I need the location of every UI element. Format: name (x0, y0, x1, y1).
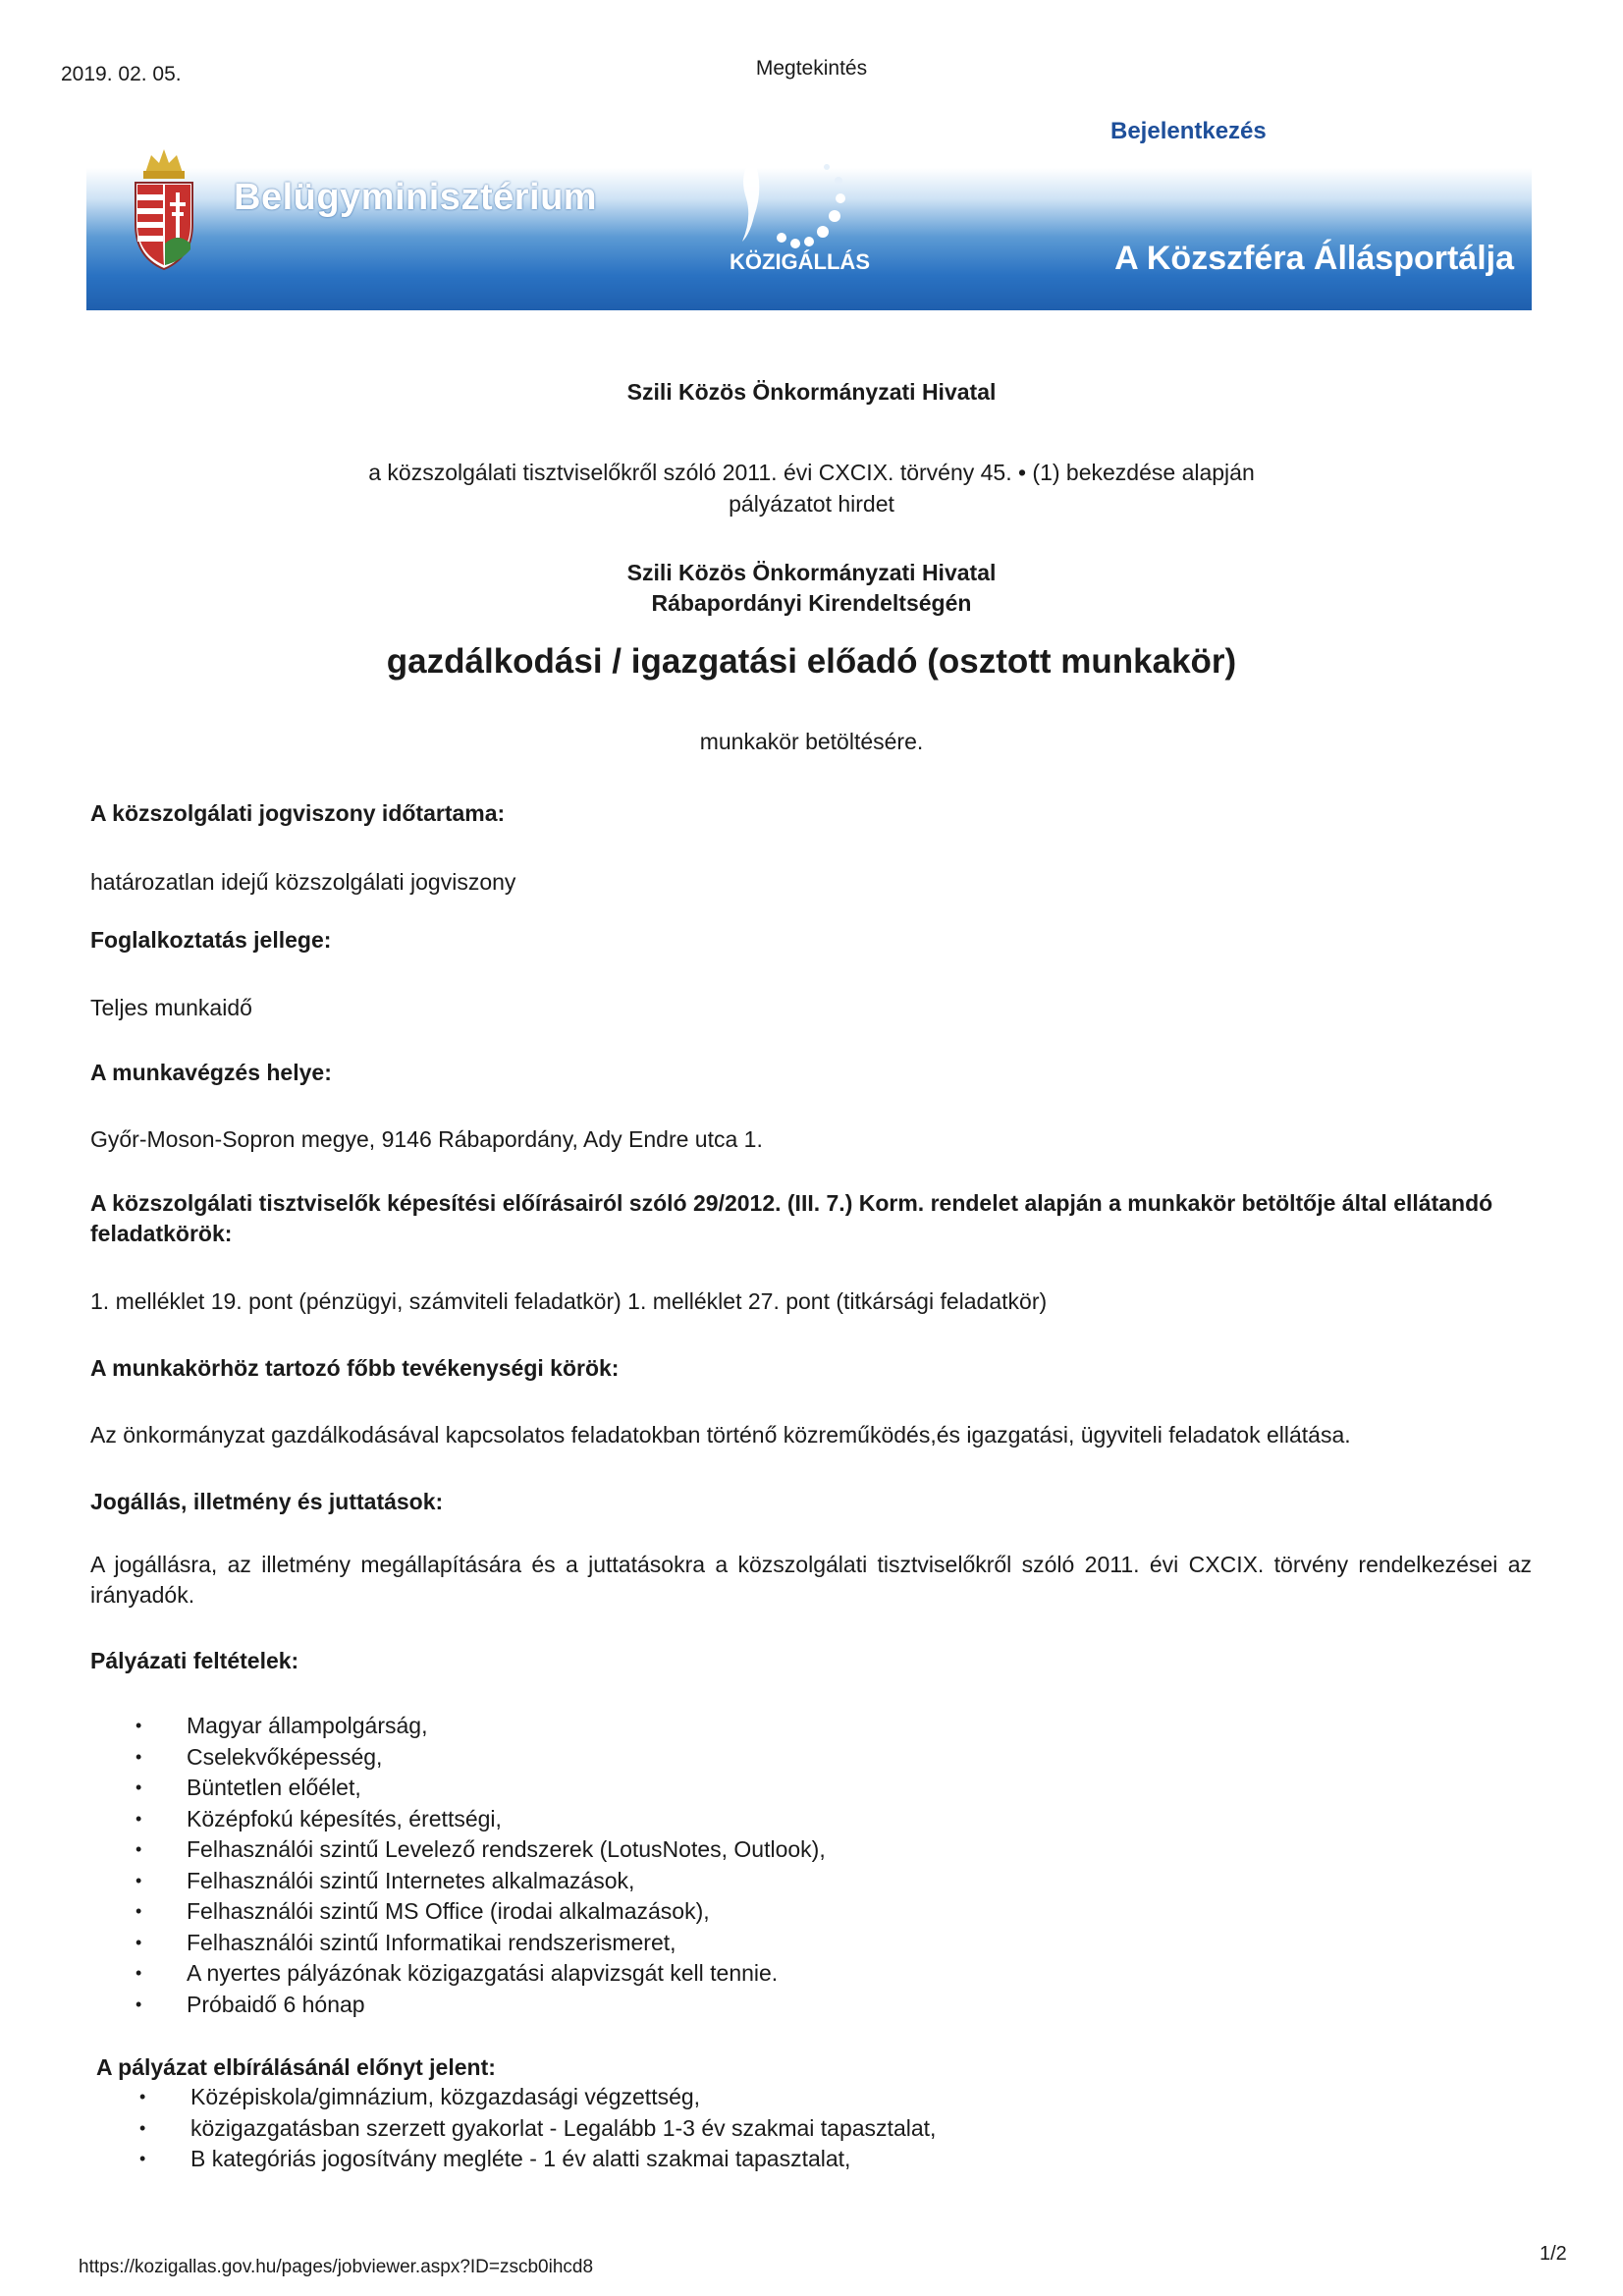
location-label: A munkavégzés helye: (90, 1060, 332, 1085)
location-value: Győr-Moson-Sopron megye, 9146 Rábapordány, Ady Endre utca 1. (90, 1126, 763, 1152)
job-subtitle: munkakör betöltésére. (699, 729, 924, 754)
legal-basis-line: pályázatot hirdet (729, 491, 894, 517)
workplace-branch: Rábapordányi Kirendeltségén (651, 590, 972, 616)
employment-label: Foglalkoztatás jellege: (90, 927, 332, 953)
qualification-label: A közszolgálati tisztviselők képesítési előírásairól szóló 29/2012. (III. 7.) Korm. rendelet alapján a munkakör betöltője által ellátandó feladatkörök: (90, 1190, 1493, 1246)
list-item: • közigazgatásban szerzett gyakorlat - Legalább 1-3 év szakmai tapasztalat, (190, 2113, 936, 2145)
portal-title: A Közszféra Állásportálja (1114, 240, 1514, 277)
activities-value: Az önkormányzat gazdálkodásával kapcsolatos feladatokban történő közreműködés,és igazgatási, ügyviteli feladatok ellátása. (90, 1422, 1351, 1448)
portal-banner (86, 118, 1532, 310)
list-item: • Cselekvőképesség, (187, 1742, 826, 1774)
employment-value: Teljes munkaidő (90, 995, 252, 1020)
qualification-value: 1. melléklet 19. pont (pénzügyi, számviteli feladatkör) 1. melléklet 27. pont (titkársági feladatkör) (90, 1288, 1048, 1314)
print-title: Megtekintés (755, 57, 868, 80)
list-item: • Próbaidő 6 hónap (187, 1990, 826, 2021)
list-item: • B kategóriás jogosítvány megléte - 1 év alatti szakmai tapasztalat, (190, 2144, 936, 2175)
list-item: • Felhasználói szintű Internetes alkalmazások, (187, 1866, 826, 1897)
duration-value: határozatlan idejű közszolgálati jogviszony (90, 869, 516, 895)
salary-value: A jogállásra, az illetmény megállapítására és a juttatásokra a közszolgálati tisztviselőkről szóló 2011. évi CXCIX. törvény rendelkezései az irányadók. (90, 1552, 1532, 1608)
hungarian-coat-of-arms-icon (132, 147, 196, 273)
conditions-list (187, 1711, 826, 2020)
duration-label: A közszolgálati jogviszony időtartama: (90, 800, 506, 826)
page-number: 1/2 (1540, 2243, 1567, 2265)
list-item: • Büntetlen előélet, (187, 1773, 826, 1804)
print-date: 2019. 02. 05. (61, 63, 182, 85)
legal-basis-line: a közszolgálati tisztviselőkről szóló 2011. évi CXCIX. törvény 45. • (1) bekezdése alapján (368, 460, 1255, 485)
page-url: https://kozigallas.gov.hu/pages/jobviewer.aspx?ID=zscb0ihcd8 (79, 2257, 594, 2277)
job-title: gazdálkodási / igazgatási előadó (osztott munkakör) (386, 642, 1237, 681)
workplace-heading (0, 558, 1623, 619)
kozigallas-logo-text: KÖZIGÁLLÁS (730, 249, 870, 274)
workplace-org: Szili Közös Önkormányzati Hivatal (626, 560, 997, 585)
salary-label: Jogállás, illetmény és juttatások: (90, 1489, 444, 1514)
list-item: • Felhasználói szintű MS Office (irodai alkalmazások), (187, 1896, 826, 1928)
list-item: • Felhasználói szintű Levelező rendszerek (LotusNotes, Outlook), (187, 1834, 826, 1866)
advantages-label: A pályázat elbírálásánál előnyt jelent: (96, 2054, 496, 2080)
login-link[interactable]: Bejelentkezés (1110, 118, 1267, 144)
list-item: • Felhasználói szintű Informatikai rendszerismeret, (187, 1928, 826, 1959)
list-item: • Magyar állampolgárság, (187, 1711, 826, 1742)
legal-basis (0, 457, 1623, 519)
activities-label: A munkakörhöz tartozó főbb tevékenységi körök: (90, 1355, 620, 1381)
conditions-label: Pályázati feltételek: (90, 1648, 299, 1673)
ministry-name: Belügyminisztérium (234, 177, 598, 218)
list-item: • Középfokú képesítés, érettségi, (187, 1804, 826, 1835)
organization-heading: Szili Közös Önkormányzati Hivatal (626, 379, 997, 405)
list-item: • A nyertes pályázónak közigazgatási alapvizsgát kell tennie. (187, 1958, 826, 1990)
list-item: • Középiskola/gimnázium, közgazdasági végzettség, (190, 2082, 936, 2113)
advantages-list (190, 2082, 936, 2175)
